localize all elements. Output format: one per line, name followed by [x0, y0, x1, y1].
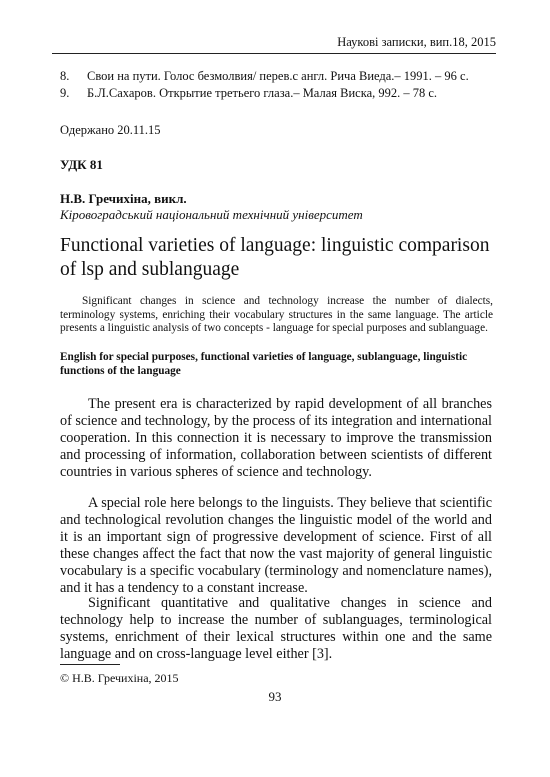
author-affiliation: Кіровоградський національний технічний університет	[60, 207, 363, 222]
author-position: , викл.	[147, 191, 187, 206]
reference-text: Свои на пути. Голос безмолвия/ перев.с англ. Рича Виеда.– 1991. – 96 с.	[87, 69, 469, 83]
author-name: Н.В. Гречихіна	[60, 191, 148, 206]
reference-item	[60, 86, 437, 101]
reference-item	[60, 69, 469, 84]
body-paragraph: The present era is characterized by rapid development of all branches of science and technology, by the process of its integration and international cooperation. In this connection it is necessary to improve the transmission and processing of information, collaboration between scientists of different countries in various spheres of science and technology.	[60, 396, 492, 480]
reference-number: 8.	[60, 69, 70, 83]
article-title: Functional varieties of language: linguistic comparison of lsp and sublanguage	[60, 235, 490, 280]
page-number: 93	[268, 689, 282, 704]
abstract: Significant changes in science and technology increase the number of dialects, terminology systems, enriching their vocabulary structures in the same language. The article presents a linguistic analysis of two concepts - language for special purposes and sublanguage.	[60, 295, 493, 334]
body-paragraph: Significant quantitative and qualitative changes in science and technology help to increase the number of sublanguages, terminological systems, enrichment of their lexical structures within one and the same language and on cross-language level either [3].	[60, 595, 492, 662]
received-date: Одержано 20.11.15	[60, 123, 161, 137]
body-paragraph: A special role here belongs to the linguists. They believe that scientific and technological revolution changes the linguistic model of the world and it is an important sign of progressive development of science. First of all these changes affect the fact that now the vast majority of general linguistic vocabulary is a specific vocabulary (terminology and nomenclature names), and it has a tendency to a constant increase.	[60, 495, 492, 596]
running-header: Наукові записки, вип.18, 2015	[337, 35, 496, 49]
copyright-footnote: © Н.В. Гречихіна, 2015	[60, 671, 179, 685]
reference-text: Б.Л.Сахаров. Открытие третьего глаза.– Малая Виска, 992. – 78 с.	[87, 86, 438, 100]
udk-code: УДК 81	[60, 157, 103, 172]
header-rule	[52, 53, 496, 54]
footnote-rule	[60, 664, 120, 665]
author-line	[60, 191, 187, 207]
reference-number: 9.	[60, 86, 70, 100]
keywords: English for special purposes, functional varieties of language, sublanguage, linguistic functions of the language	[60, 351, 468, 377]
